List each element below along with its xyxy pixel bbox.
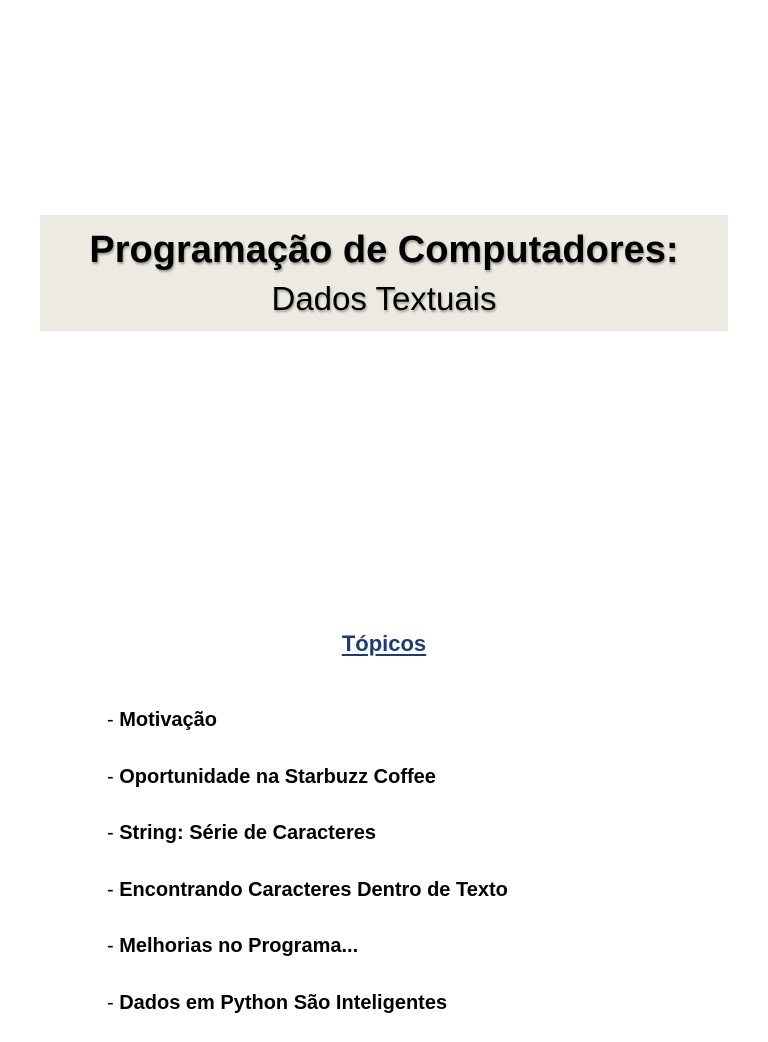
slide-title: Programação de Computadores: — [89, 229, 679, 271]
topic-list — [107, 703, 508, 1042]
topic-label: String: Série de Caracteres — [119, 822, 376, 844]
topic-item — [107, 873, 508, 907]
topic-label: Dados em Python São Inteligentes — [119, 991, 448, 1014]
topic-label: Oportunidade na Starbuzz Coffee — [119, 765, 436, 788]
title-box — [40, 215, 728, 331]
topic-label: Motivação — [119, 709, 218, 731]
bullet-dash: - — [107, 765, 120, 788]
topic-item — [107, 760, 508, 794]
topics-heading: Tópicos — [341, 631, 427, 656]
bullet-dash: - — [107, 709, 120, 731]
bullet-dash: - — [107, 878, 120, 901]
topic-item — [107, 929, 508, 963]
topic-item — [107, 703, 508, 737]
bullet-dash: - — [107, 935, 120, 957]
topic-item — [107, 986, 508, 1020]
topic-item — [107, 816, 508, 850]
slide-subtitle: Dados Textuais — [271, 280, 497, 317]
bullet-dash: - — [107, 991, 120, 1014]
bullet-dash: - — [107, 822, 120, 844]
topic-label: Encontrando Caracteres Dentro de Texto — [119, 878, 508, 901]
topic-label: Melhorias no Programa... — [119, 935, 359, 957]
